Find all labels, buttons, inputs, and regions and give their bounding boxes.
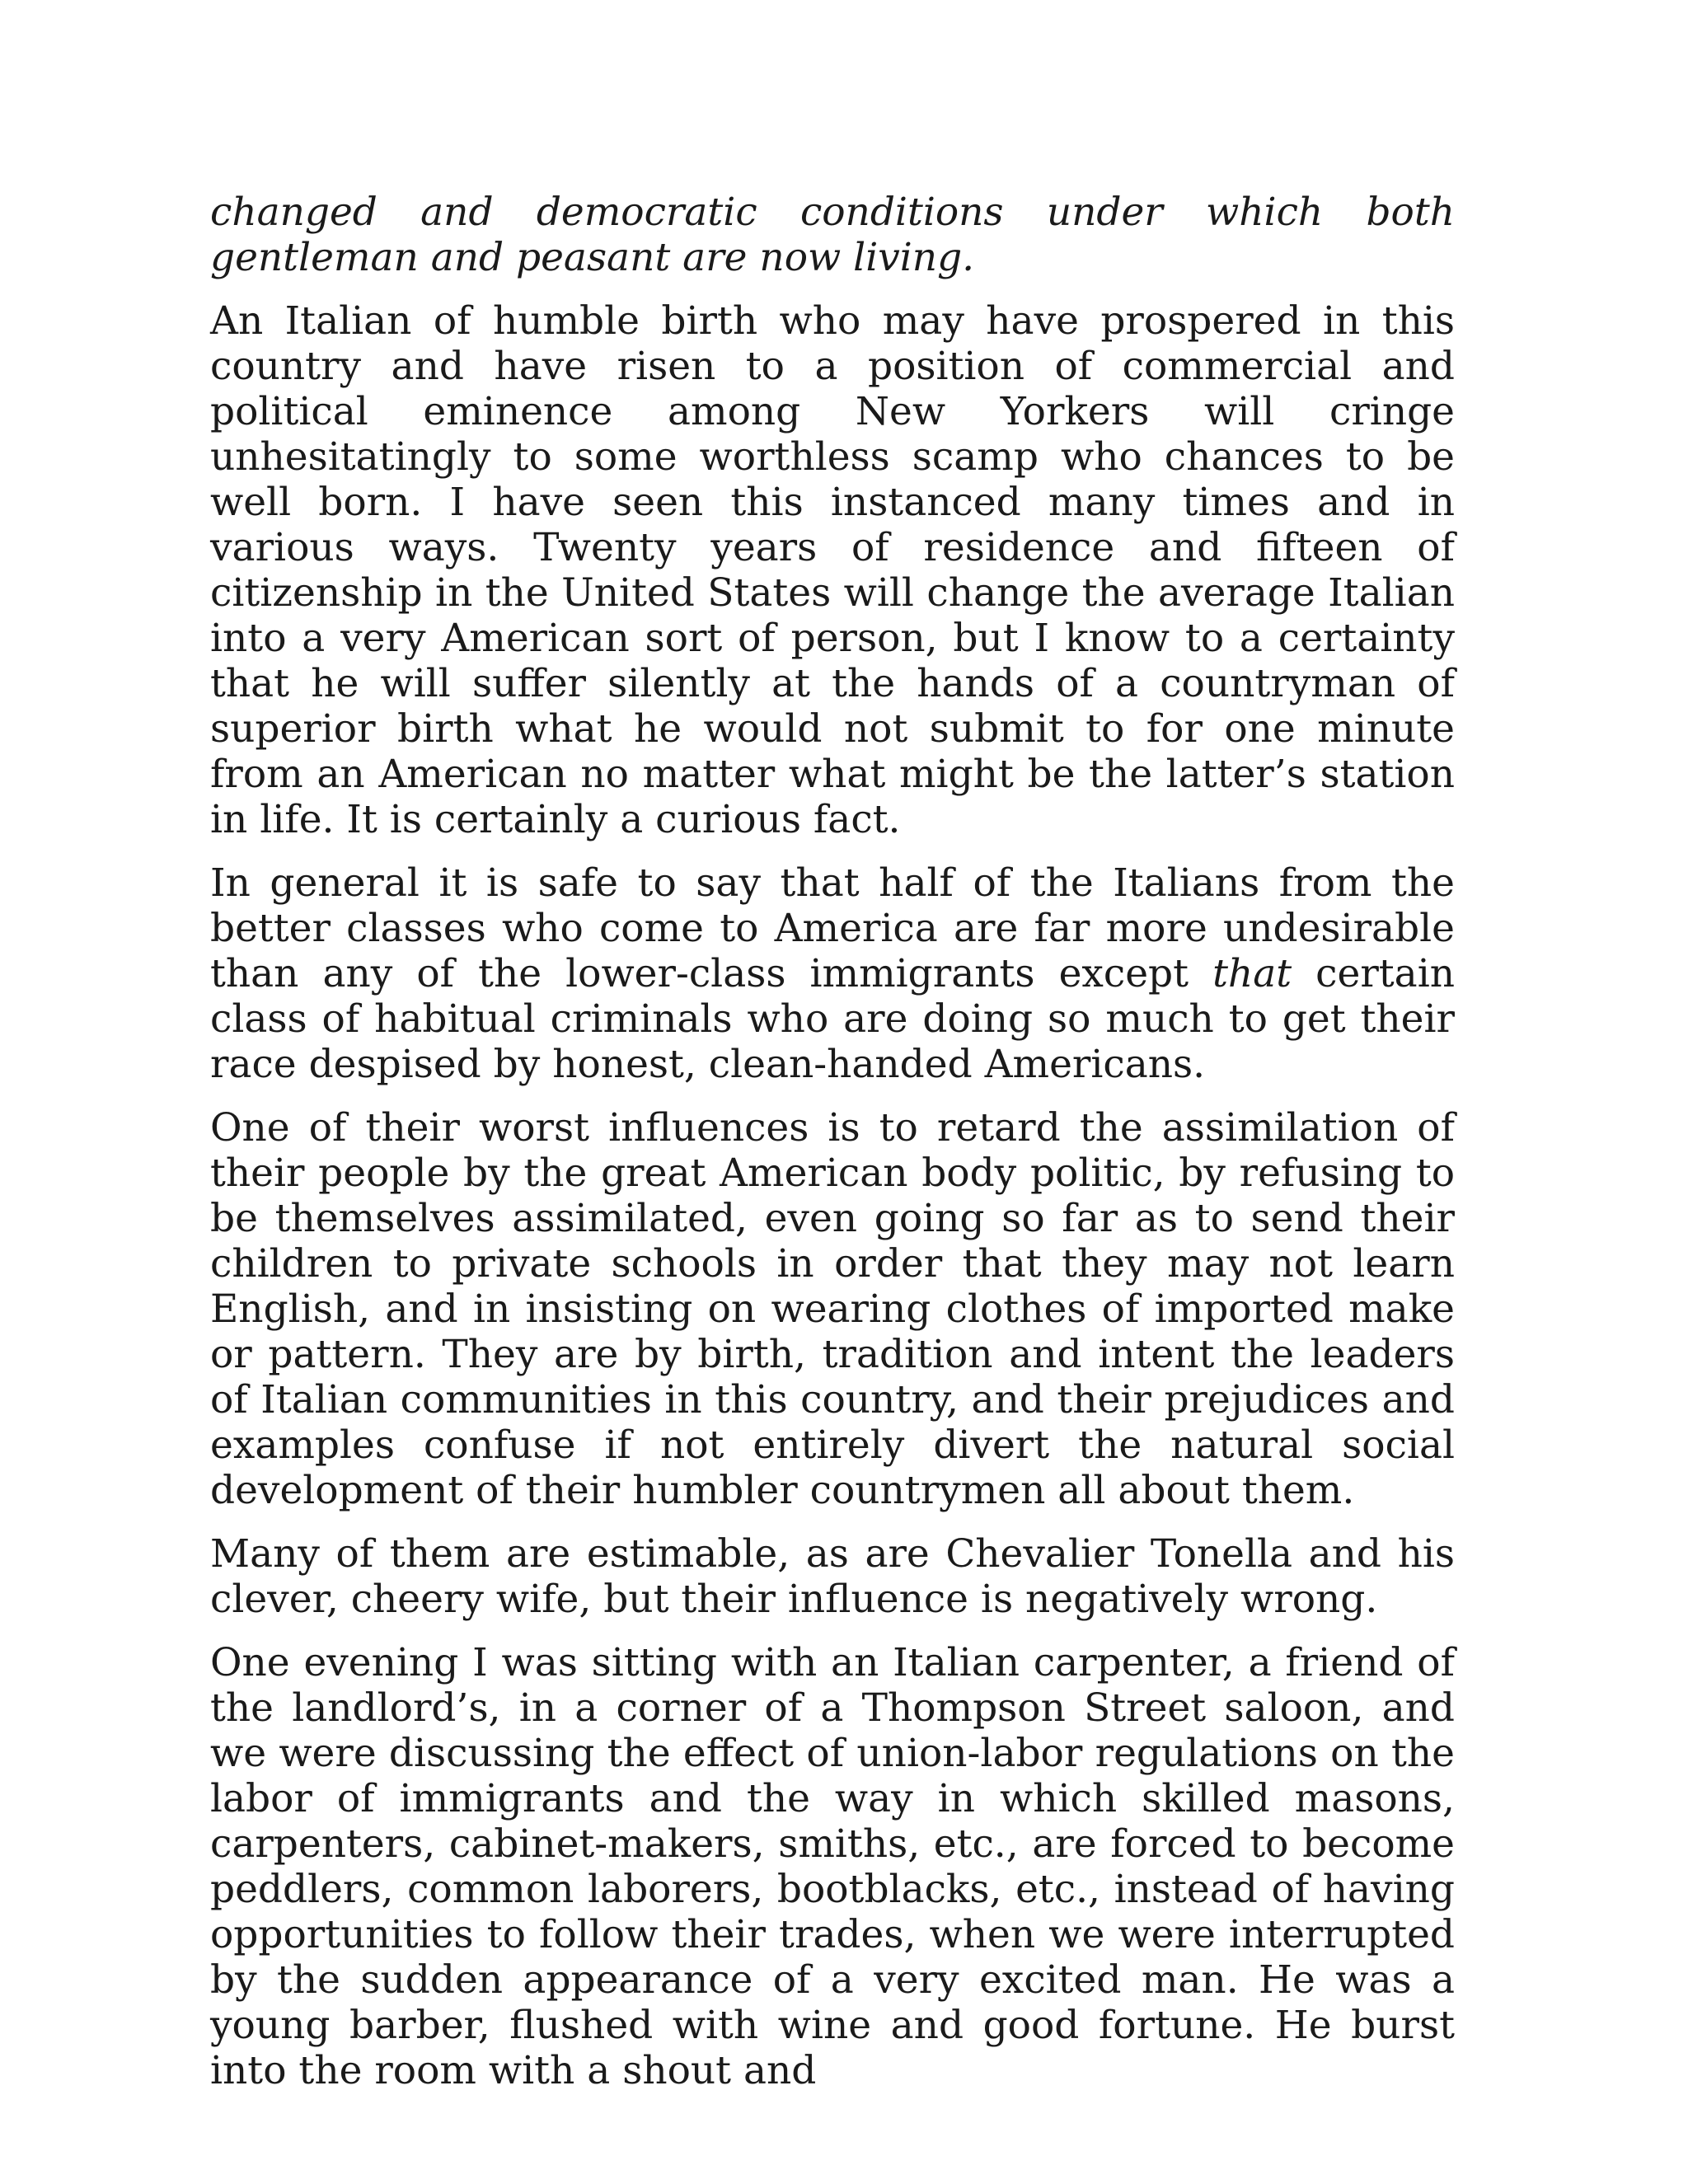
- paragraph-better-classes: [210, 860, 1455, 1087]
- paragraph-text: certain class of habitual criminals who are doing so much to get their race despised by honest, clean-handed Americans.: [210, 951, 1455, 1087]
- paragraph-evening: One evening I was sitting with an Italian carpenter, a friend of the landlord’s, in a corner of a Thompson Street saloon, and we were discussing the effect of union-labor regulations on the labor of immigrants and the way in which skilled masons, carpenters, cabinet-makers, smiths, etc., are forced to become peddlers, common laborers, bootblacks, etc., instead of having opportunities to follow their trades, when we were interrupted by the sudden appearance of a very excited man. He was a young barber, flushed with wine and good fortune. He burst into the room with a shout and: [210, 1640, 1455, 2093]
- paragraph-worst-influences: One of their worst influences is to retard the assimilation of their people by the great American body politic, by refusing to be themselves assimilated, even going so far as to send their children to private schools in order that they may not learn English, and in insisting on wearing clothes of imported make or pattern. They are by birth, tradition and intent the leaders of Italian communities in this country, and their prejudices and examples confuse if not entirely divert the natural social development of their humbler countrymen all about them.: [210, 1105, 1455, 1513]
- paragraph-humble-birth: An Italian of humble birth who may have prospered in this country and have risen to a position of commercial and political eminence among New Yorkers will cringe unhesitatingly to some worthless scamp who chances to be well born. I have seen this instanced many times and in various ways. Twenty years of residence and fifteen of citizenship in the United States will change the average Italian into a very American sort of person, but I know to a certainty that he will suffer silently at the hands of a countryman of superior birth what he would not submit to for one minute from an American no matter what might be the latter’s station in life. It is certainly a curious fact.: [210, 298, 1455, 842]
- page-body: [210, 190, 1455, 2111]
- paragraph-text: In general it is safe to say that half of the Italians from the better classes who come to America are far more undesirable than any of the lower-class immigrants except: [210, 860, 1455, 996]
- paragraph-estimable: Many of them are estimable, as are Chevalier Tonella and his clever, cheery wife, but their influence is negatively wrong.: [210, 1531, 1455, 1622]
- emphasis-word: that: [1212, 951, 1292, 996]
- paragraph-continued: changed and democratic conditions under which both gentleman and peasant are now living.: [210, 190, 1455, 280]
